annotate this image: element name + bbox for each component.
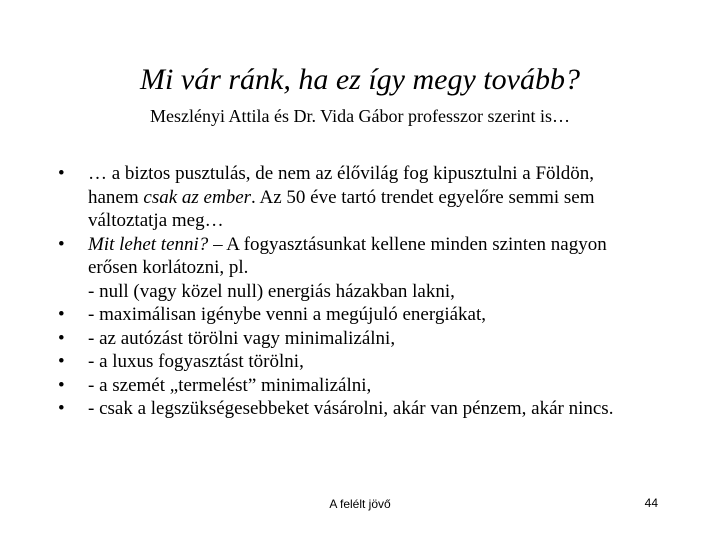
bullet-item (58, 303, 678, 327)
bullet-text-line: - a szemét „termelést” minimalizálni, (88, 374, 372, 396)
slide-title: Mi vár ránk, ha ez így megy tovább? (140, 63, 580, 96)
bullet-icon: • (58, 233, 65, 255)
bullet-text-line: - a luxus fogyasztást törölni, (88, 351, 304, 372)
bullet-text-line: - csak a legszükségesebbeket vásárolni, akár van pénzem, akár nincs. (88, 398, 614, 419)
bullet-text-line: - maximálisan igénybe venni a megújuló energiákat, (88, 304, 486, 325)
bullet-text-line: változtatja meg… (88, 210, 224, 231)
bullet-item (58, 162, 678, 233)
bullet-text-line: … a biztos pusztulás, de nem az élővilág fog kipusztulni a Földön, (88, 163, 595, 184)
slide-subtitle: Meszlényi Attila és Dr. Vida Gábor professzor szerint is… (150, 106, 570, 126)
bullet-text: hanem (88, 186, 144, 208)
page-number: 44 (644, 496, 658, 510)
bullet-icon: • (58, 304, 65, 325)
bullet-text: . Az 50 éve tartó trendet egyelőre semmi sem (251, 186, 595, 208)
bullet-icon: • (58, 398, 65, 419)
bullet-item (58, 374, 678, 398)
bullet-item (58, 327, 678, 351)
bullet-icon: • (58, 351, 65, 372)
bullet-item (58, 397, 678, 421)
bullet-icon: • (58, 163, 65, 184)
bullet-item (58, 350, 678, 374)
bullet-item (58, 233, 678, 304)
bullet-text-line (88, 233, 678, 257)
bullet-icon: • (58, 374, 65, 396)
bullet-emphasis: Mit lehet tenni? (88, 233, 209, 255)
bullet-text: – A fogyasztásunkat kellene minden szinten nagyon (208, 233, 607, 255)
bullet-emphasis: csak az ember (143, 186, 252, 208)
bullet-text-line (88, 186, 678, 210)
bullet-list (58, 162, 678, 421)
bullet-text-line: erősen korlátozni, pl. (88, 257, 249, 278)
footer-title: A felélt jövő (329, 497, 391, 511)
bullet-text-line: - null (vagy közel null) energiás házakban lakni, (88, 280, 455, 302)
bullet-icon: • (58, 327, 65, 349)
bullet-text-line: - az autózást törölni vagy minimalizálni, (88, 327, 396, 349)
